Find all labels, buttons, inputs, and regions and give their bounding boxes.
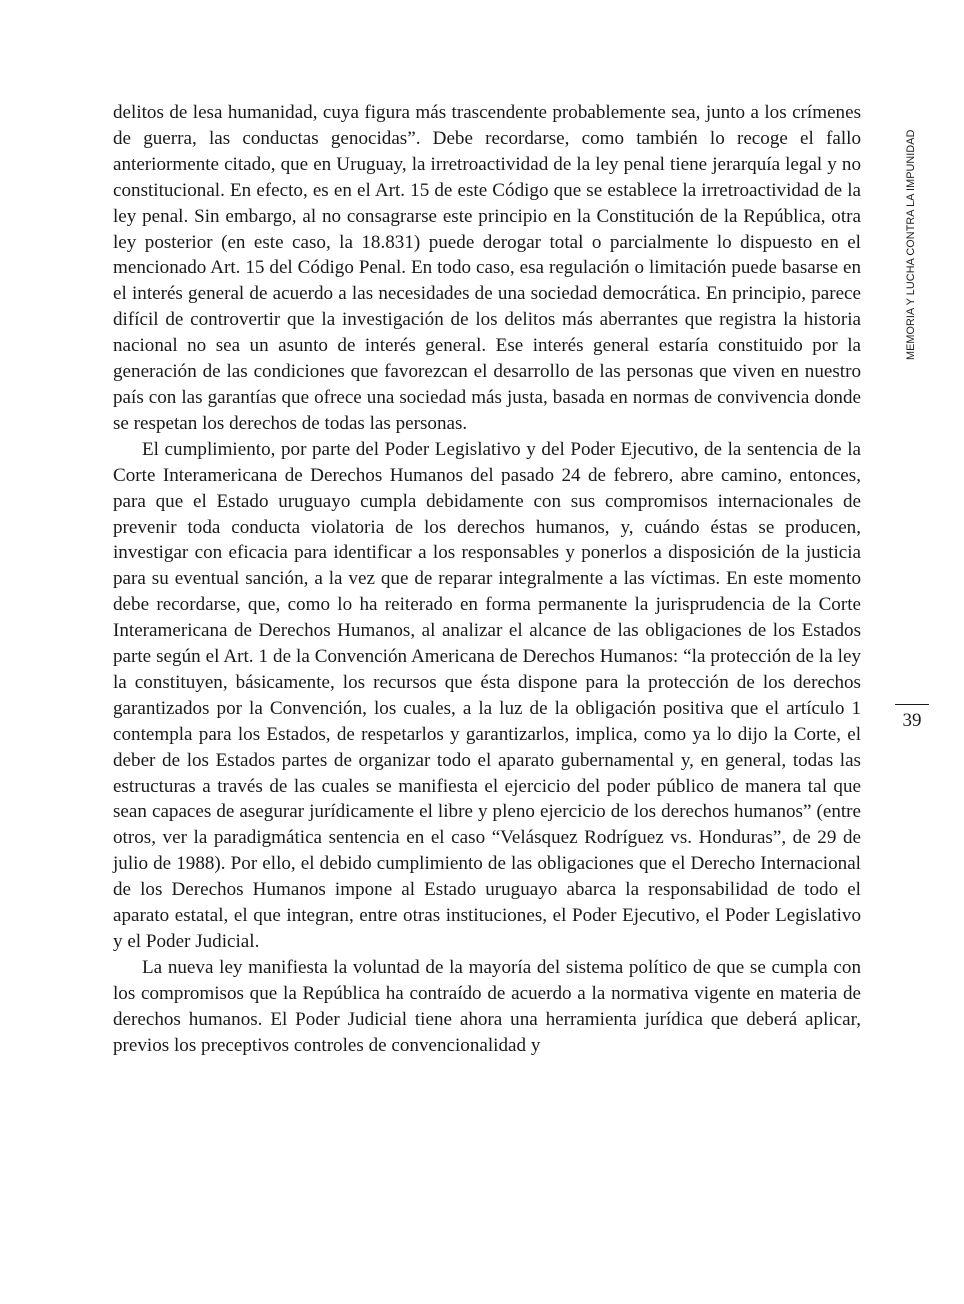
- running-head: [905, 102, 921, 360]
- running-head-text: MEMORIA Y LUCHA CONTRA LA IMPUNIDAD: [905, 129, 917, 360]
- body-text: [113, 100, 861, 1059]
- paragraph-2: El cumplimiento, por parte del Poder Legislativo y del Poder Ejecutivo, de la sentencia de la Corte Interamericana de Derechos Humanos del pasado 24 de febrero, abre camino, entonces, para que el Estado uruguayo cumpla debidamente con sus compromisos internacionales de prevenir toda conducta violatoria de los derechos humanos, y, cuándo éstas se producen, investigar con eficacia para identificar a los responsables y ponerlos a disposición de la justicia para su eventual sanción, a la vez que de reparar integralmente a las víctimas. En este momento debe recordarse, que, como lo ha reiterado en forma permanente la jurisprudencia de la Corte Interamericana de Derechos Humanos, al analizar el alcance de las obligaciones de los Estados parte según el Art. 1 de la Convención Americana de Derechos Humanos: “la protección de la ley la constituyen, básicamente, los recursos que ésta dispone para la protección de los derechos garantizados por la Convención, los cuales, a la luz de la obligación positiva que el artículo 1 contempla para los Estados, de respetarlos y garantizarlos, implica, como ya lo dijo la Corte, el deber de los Estados partes de organizar todo el aparato gubernamental y, en general, todas las estructuras a través de las cuales se manifiesta el ejercicio del poder público de manera tal que sean capaces de asegurar jurídicamente el libre y pleno ejercicio de los derechos humanos” (entre otros, ver la paradigmática sentencia en el caso “Velásquez Rodríguez vs. Honduras”, de 29 de julio de 1988). Por ello, el debido cumplimiento de las obligaciones que el Derecho Internacional de los Derechos Humanos impone al Estado uruguayo abarca la responsabilidad de todo el aparato estatal, el que integran, entre otras instituciones, el Poder Ejecutivo, el Poder Legislativo y el Poder Judicial.: [113, 438, 861, 952]
- page-number-rule: [895, 704, 929, 705]
- paragraph-3: La nueva ley manifiesta la voluntad de la mayoría del sistema político de que se cumpla con los compromisos que la República ha contraído de acuerdo a la normativa vigente en materia de derechos humanos. El Poder Judicial tiene ahora una herramienta jurídica que deberá aplicar, previos los preceptivos controles de convencionalidad y: [113, 956, 861, 1056]
- paragraph-1: delitos de lesa humanidad, cuya figura más trascendente probablemente sea, junto a los crímenes de guerra, las conductas genocidas”. Debe recordarse, como también lo recoge el fallo anteriormente citado, que en Uruguay, la irretroactividad de la ley penal tiene jerarquía legal y no constitucional. En efecto, es en el Art. 15 de este Código que se establece la irretroactividad de la ley penal. Sin embargo, al no consagrarse este principio en la Constitución de la República, otra ley posterior (en este caso, la 18.831) puede derogar total o parcialmente lo dispuesto en el mencionado Art. 15 del Código Penal. En todo caso, esa regulación o limitación puede basarse en el interés general de acuerdo a las necesidades de una sociedad democrática. En principio, parece difícil de controvertir que la investigación de los delitos más aberrantes que registra la historia nacional no sea un asunto de interés general. Ese interés general estaría constituido por la generación de las condiciones que favorezcan el desarrollo de las personas que viven en nuestro país con las garantías que ofrece una sociedad más justa, basada en normas de convivencia donde se respetan los derechos de todas las personas.: [113, 102, 861, 434]
- page-number: 39: [902, 710, 922, 731]
